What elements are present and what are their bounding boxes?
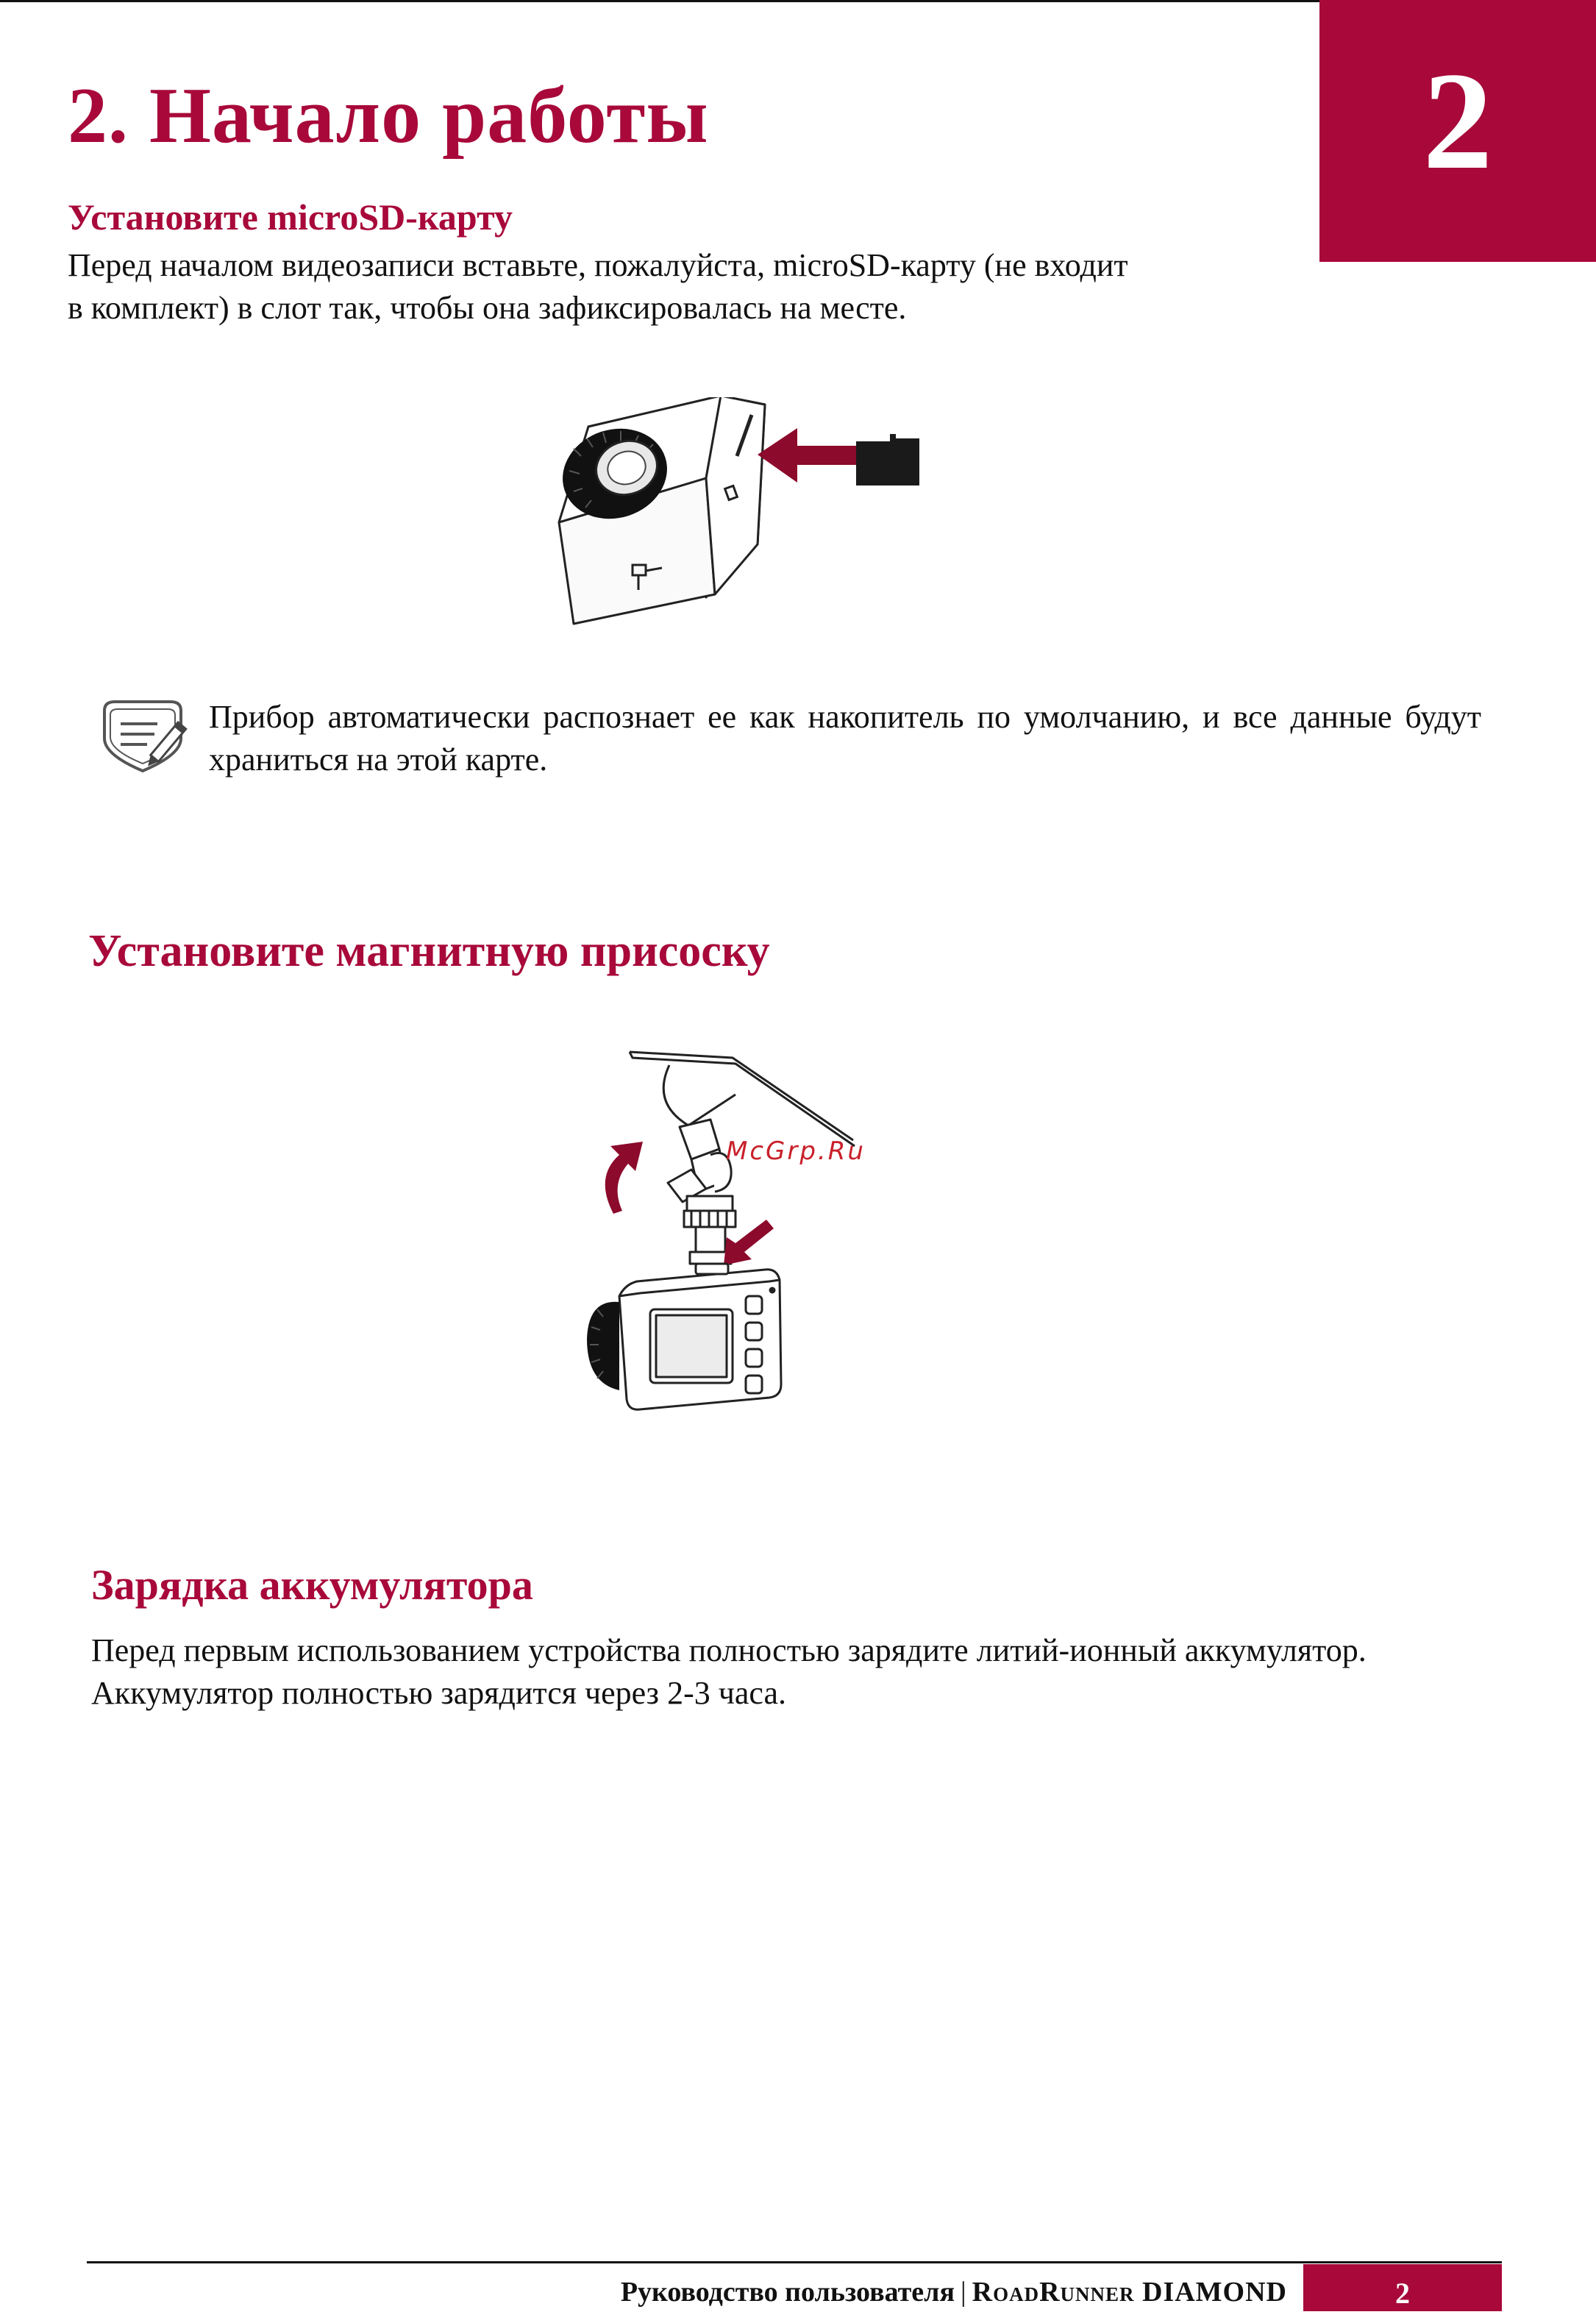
- rotate-arrow: [605, 1142, 643, 1214]
- sd-card-heading: Установите microSD-карту: [68, 196, 513, 238]
- footer-rule: [87, 2261, 1502, 2263]
- top-rule: [0, 0, 1319, 2]
- mount-attach-illustration: [581, 1045, 890, 1471]
- camera-drawing: [619, 1264, 781, 1409]
- insert-arrow: [758, 428, 856, 483]
- chapter-number-tab: 2: [1319, 0, 1596, 262]
- sd-card-insert-illustration: [544, 397, 941, 625]
- windshield-drawing: [630, 1052, 855, 1146]
- footer-text: [621, 2274, 1287, 2310]
- footer-page-number: 2: [1303, 2264, 1502, 2311]
- battery-heading: Зарядка аккумулятора: [91, 1561, 533, 1609]
- watermark-text: McGrp.Ru: [726, 1136, 866, 1166]
- camera-lens-side-drawing: [587, 1302, 619, 1390]
- note-pencil-icon: [99, 694, 196, 777]
- footer-product-name: RoadRunner DIAMOND: [972, 2277, 1287, 2308]
- chapter-title: 2. Начало работы: [68, 72, 709, 160]
- footer-separator: |: [961, 2277, 966, 2308]
- microsd-card-drawing: [856, 434, 919, 485]
- suction-cup-drawing: [663, 1065, 735, 1125]
- note-text: Прибор автоматически распознает ее как накопитель по умолчанию, и все данные будут храниться на этой карте.: [209, 699, 1481, 778]
- battery-instructions: Перед первым использованием устройства полностью зарядите литий-ионный аккумулятор. Аккумулятор полностью зарядится через 2-3 часа.: [91, 1632, 1367, 1711]
- footer-manual-label: Руководство пользователя: [620, 2277, 955, 2308]
- sd-card-instructions: Перед началом видеозаписи вставьте, пожалуйста, microSD-карту (не входит в комплект) в слот так, чтобы она зафиксировалась на месте.: [68, 247, 1128, 326]
- mount-heading: Установите магнитную присоску: [88, 926, 770, 976]
